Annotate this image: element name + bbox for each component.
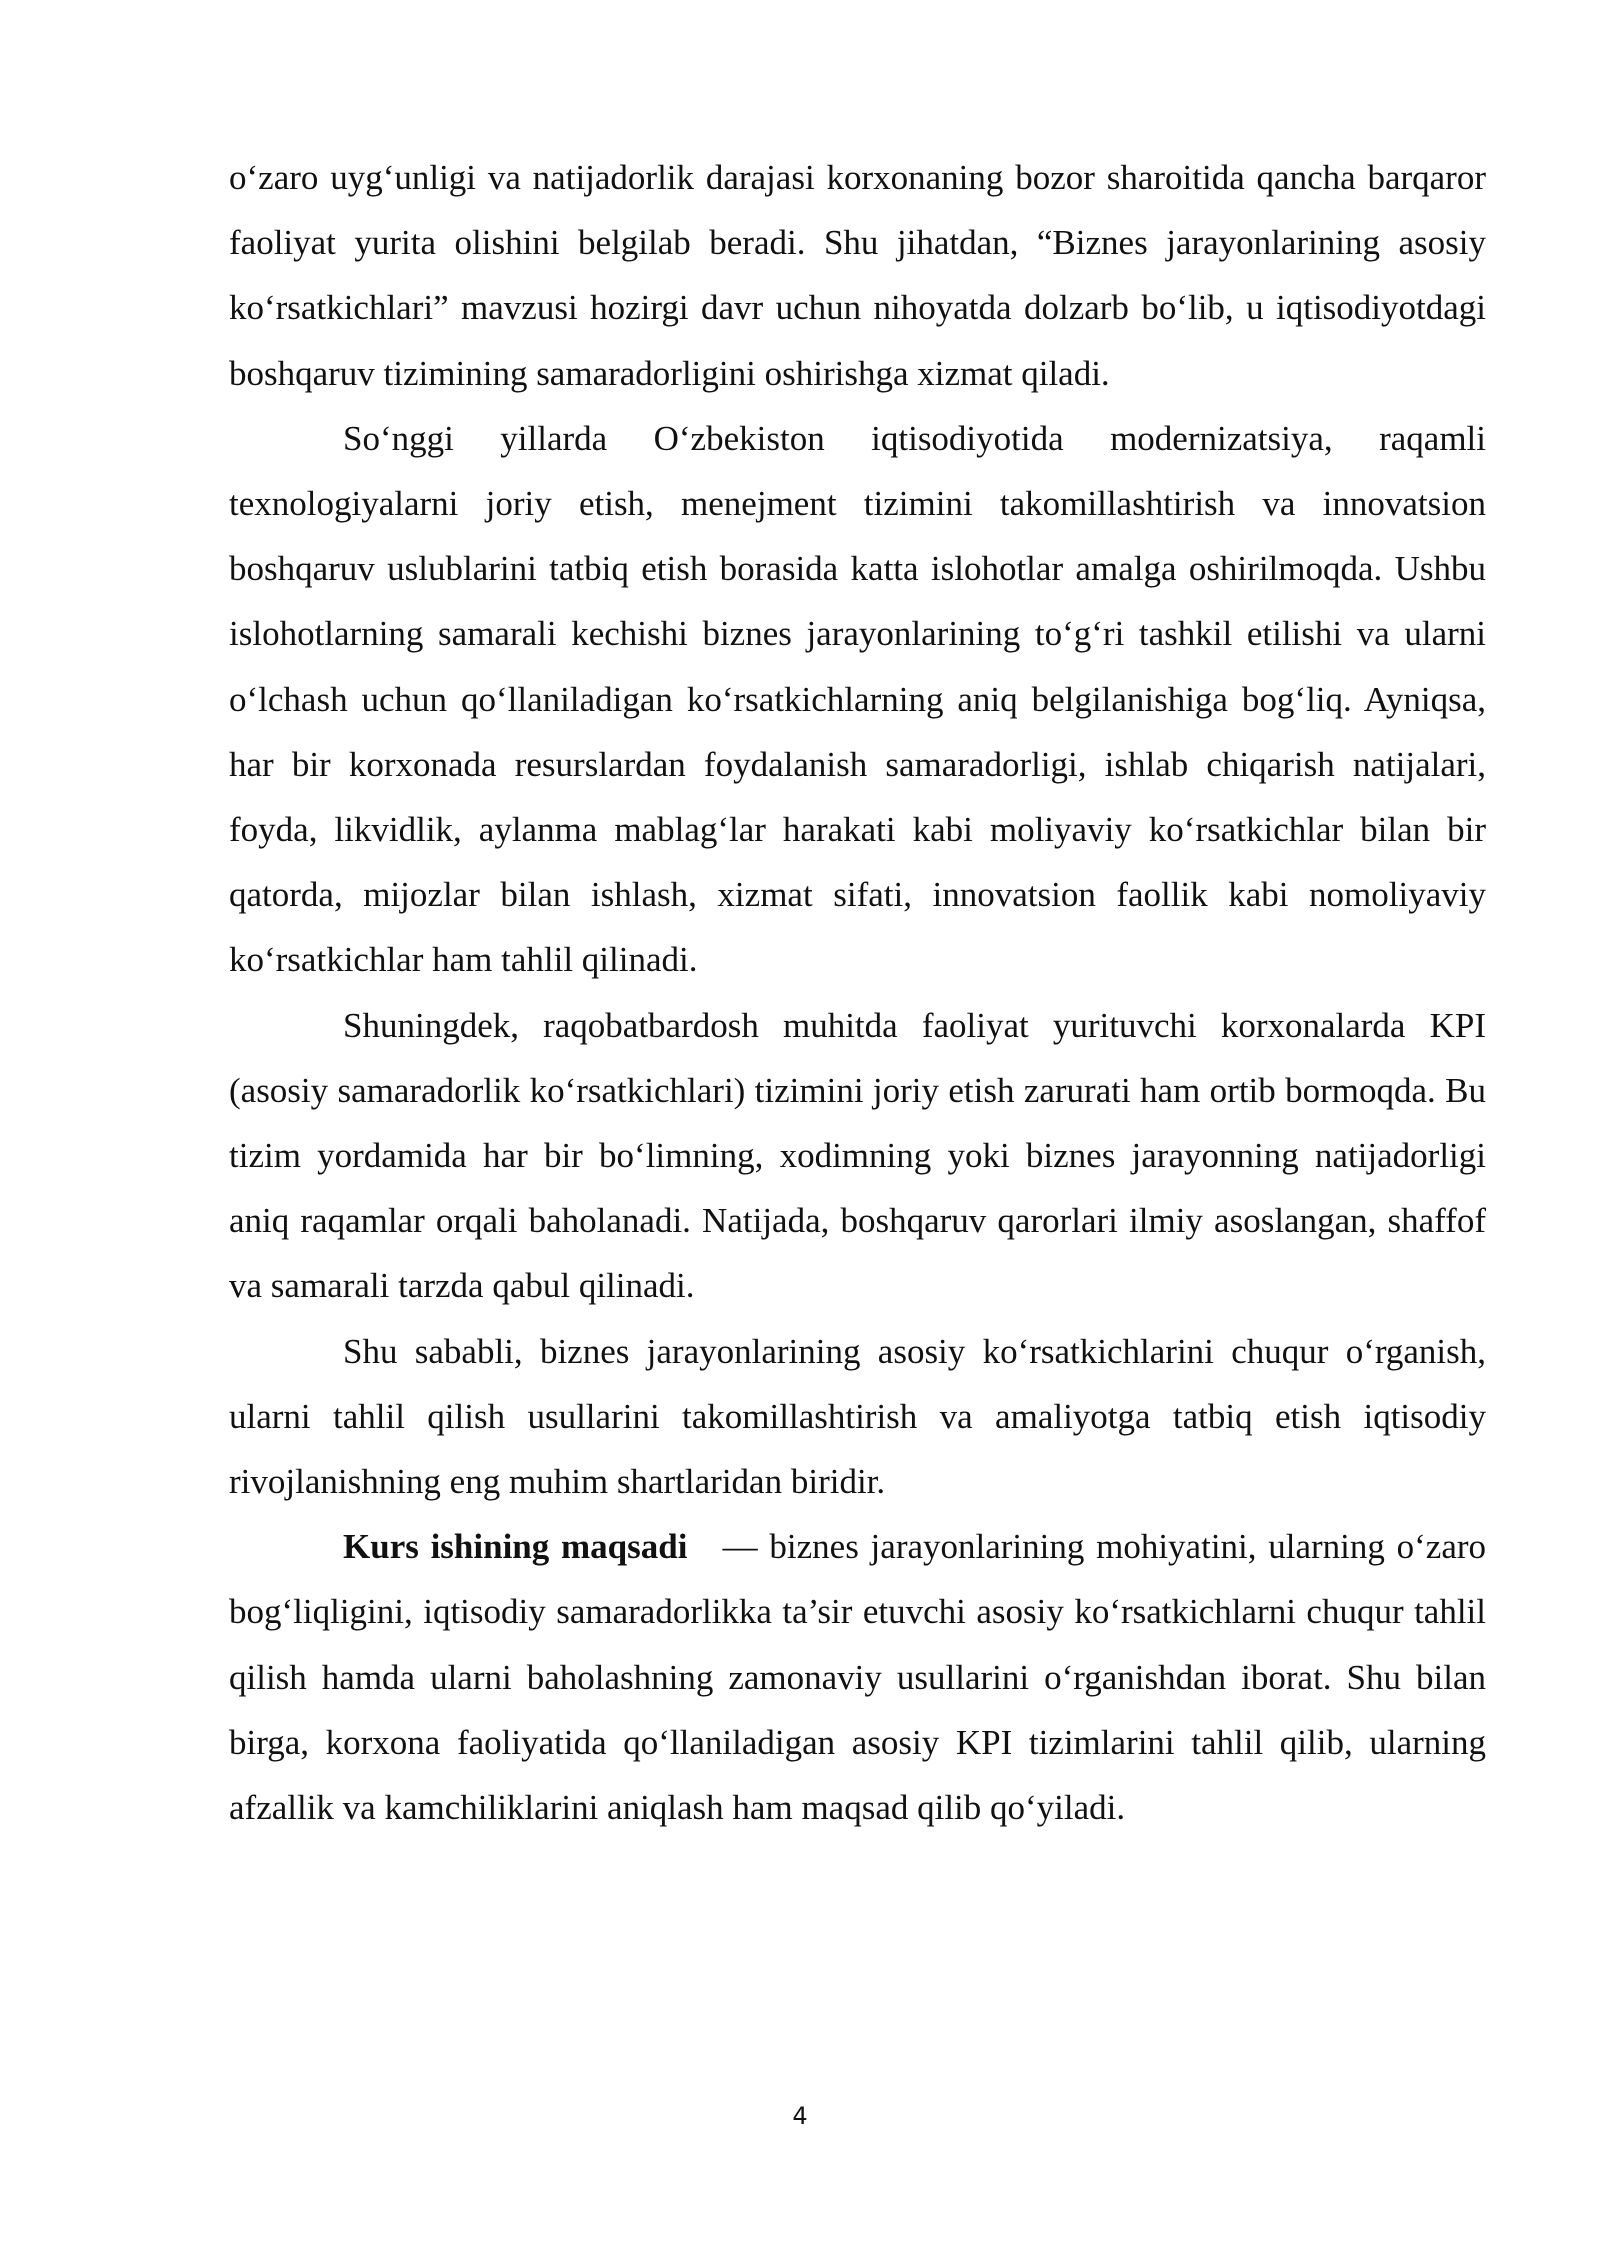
paragraph-text: — biznes jarayonlarining mohiyatini, ularning o‘zaro bog‘liqligini, iqtisodiy samaradorlikka ta’sir etuvchi asosiy ko‘rsatkichlarni chuqur tahlil qilish hamda ularni baholashning zamonaviy usullarini o‘rganishdan iborat. Shu bilan birga, korxona faoliyatida qo‘llaniladigan asosiy KPI tizimlarini tahlil qilib, ularning afzallik va kamchiliklarini aniqlash ham maqsad qilib qo‘yiladi. — [229, 1527, 1487, 1828]
paragraph-text: So‘nggi yillarda O‘zbekiston iqtisodiyotida modernizatsiya, raqamli texnologiyalarni joriy etish, menejment tizimini takomillashtirish va innovatsion boshqaruv uslublarini tatbiq etish borasida katta islohotlar amalga oshirilmoqda. Ushbu islohotlarning samarali kechishi biznes jarayonlarining to‘g‘ri tashkil etilishi va ularni o‘lchash uchun qo‘llaniladigan ko‘rsatkichlarning aniq belgilanishiga bog‘liq. Ayniqsa, har bir korxonada resurslardan foydalanish samaradorligi, ishlab chiqarish natijalari, foyda, likvidlik, aylanma mablag‘lar harakati kabi moliyaviy ko‘rsatkichlar bilan bir qatorda, mijozlar bilan ishlash, xizmat sifati, innovatsion faollik kabi nomoliyaviy ko‘rsatkichlar ham tahlil qilinadi. — [229, 418, 1486, 980]
paragraph-conclusion — [229, 1319, 1486, 1515]
bold-lead-text: Kurs ishining maqsadi — [343, 1527, 688, 1567]
paragraph-reforms — [229, 406, 1486, 993]
page-body — [229, 145, 1486, 1840]
page-number: 4 — [792, 2102, 808, 2130]
paragraph-continuation — [229, 145, 1486, 406]
paragraph-text: o‘zaro uyg‘unligi va natijadorlik darajasi korxonaning bozor sharoitida qancha barqaror faoliyat yurita olishini belgilab beradi. Shu jihatdan, “Biznes jarayonlarining asosiy ko‘rsatkichlari” mavzusi hozirgi davr uchun nihoyatda dolzarb bo‘lib, u iqtisodiyotdagi boshqaruv tizimining samaradorligini oshirishga xizmat qiladi. — [229, 158, 1486, 393]
paragraph-course-goal — [229, 1514, 1486, 1840]
paragraph-kpi — [229, 993, 1486, 1319]
paragraph-text: Shu sababli, biznes jarayonlarining asosiy ko‘rsatkichlarini chuqur o‘rganish, ularni tahlil qilish usullarini takomillashtirish va amaliyotga tatbiq etish iqtisodiy rivojlanishning eng muhim shartlaridan biridir. — [229, 1331, 1486, 1502]
paragraph-text: Shuningdek, raqobatbardosh muhitda faoliyat yurituvchi korxonalarda KPI (asosiy samaradorlik ko‘rsatkichlari) tizimini joriy etish zarurati ham ortib bormoqda. Bu tizim yordamida har bir bo‘limning, xodimning yoki biznes jarayonning natijadorligi aniq raqamlar orqali baholanadi. Natijada, boshqaruv qarorlari ilmiy asoslangan, shaffof va samarali tarzda qabul qilinadi. — [229, 1005, 1486, 1306]
